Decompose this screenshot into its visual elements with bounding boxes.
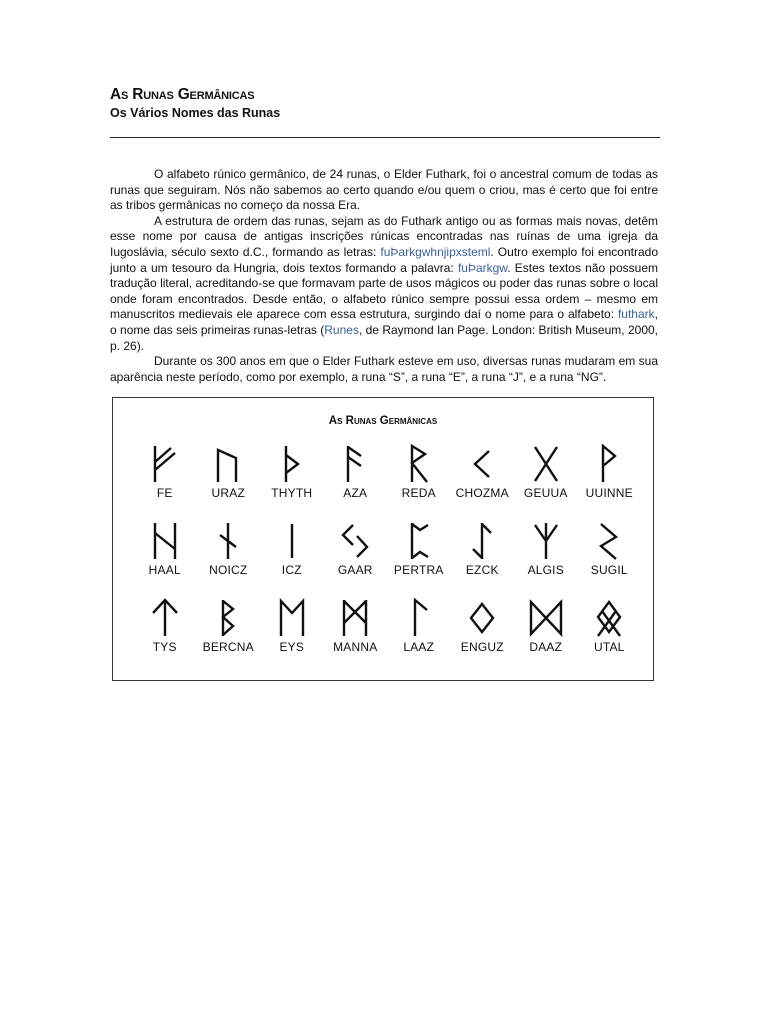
rune-cell (451, 444, 515, 500)
rune-cell (133, 598, 197, 654)
inline-link[interactable]: futhark (617, 307, 655, 322)
rune-cell (578, 521, 642, 577)
body-text (110, 167, 658, 385)
rune-name: GAAR (337, 563, 373, 577)
rune-cell (387, 598, 451, 654)
rune-cell (197, 598, 261, 654)
rune-cell (197, 521, 261, 577)
rune-name: ENGUZ (460, 640, 504, 654)
rune-cell (578, 598, 642, 654)
paragraph (110, 214, 658, 354)
dagaz-rune-icon (526, 598, 566, 638)
page-title: As Runas Germânicas (110, 86, 255, 103)
laguz-rune-icon (399, 598, 439, 638)
rune-name: MANNA (333, 640, 378, 654)
rune-cell (514, 521, 578, 577)
paragraph-text: , o nome das seis primeiras runas-letras ( (110, 307, 658, 337)
rune-cell (451, 521, 515, 577)
rune-cell (514, 444, 578, 500)
rune-cell (578, 444, 642, 500)
algiz-rune-icon (526, 521, 566, 561)
rune-cell (133, 521, 197, 577)
inline-link[interactable]: Runes (324, 322, 359, 337)
mannaz-rune-icon (335, 598, 375, 638)
rune-name: BERCNA (202, 640, 254, 654)
rune-name: THYTH (271, 486, 313, 500)
rune-name: CHOZMA (455, 486, 509, 500)
kenaz-rune-icon (462, 444, 502, 484)
rune-name: AZA (343, 486, 368, 500)
rune-name: PERTRA (393, 563, 444, 577)
ehwaz-rune-icon (272, 598, 312, 638)
rune-row (133, 444, 641, 500)
paragraph-text: Durante os 300 anos em que o Elder Futhark esteve em uso, diversas runas mudaram em sua aparência neste período, como por exemplo, a runa “S”, a runa “E”, a runa “J”, e a runa “NG”. (110, 354, 658, 384)
inline-link[interactable]: fuÞarkgw (457, 260, 508, 275)
rune-cell (324, 521, 388, 577)
rune-cell (260, 521, 324, 577)
fehu-rune-icon (145, 444, 185, 484)
berkano-rune-icon (208, 598, 248, 638)
rune-name: NOICZ (209, 563, 248, 577)
rune-cell (387, 521, 451, 577)
header-divider (110, 137, 660, 138)
tiwaz-rune-icon (145, 598, 185, 638)
inline-link[interactable]: fuÞarkgwhnjipxsteml (380, 244, 491, 259)
rune-name: SUGIL (590, 563, 628, 577)
uruz-rune-icon (208, 444, 248, 484)
ingwaz-rune-icon (462, 598, 502, 638)
rune-name: GEUUA (523, 486, 568, 500)
rune-cell (324, 444, 388, 500)
rune-cell (197, 444, 261, 500)
rune-name: ICZ (281, 563, 302, 577)
eihwaz-rune-icon (462, 521, 502, 561)
paragraph-text: O alfabeto rúnico germânico, de 24 runas, o Elder Futhark, foi o ancestral comum de todas as runas que seguiram. Nós não sabemos ao certo quando e/ou quem o criou, mas é certo que foi entre as tribos germânicas no começo da nossa Era. (110, 167, 658, 213)
gebo-rune-icon (526, 444, 566, 484)
rune-name: ALGIS (527, 563, 564, 577)
thurisaz-rune-icon (272, 444, 312, 484)
rune-name: REDA (401, 486, 436, 500)
paragraph (110, 354, 658, 385)
paragraph (110, 167, 658, 214)
rune-cell (324, 598, 388, 654)
rune-cell (387, 444, 451, 500)
ansuz-rune-icon (335, 444, 375, 484)
rune-cell (133, 444, 197, 500)
rune-name: FE (156, 486, 173, 500)
rune-row (133, 521, 641, 577)
rune-table (112, 397, 654, 681)
rune-cell (514, 598, 578, 654)
jera-rune-icon (335, 521, 375, 561)
paragraph-text: A estrutura de ordem das runas, sejam as do Futhark antigo ou as formas mais novas, detêm esse nome por causa de antigas inscrições rúnicas encontradas nas ruínas de uma igreja da Iugoslávia, século sexto d.C., formando as letras: (110, 213, 658, 259)
naudiz-rune-icon (208, 521, 248, 561)
paragraph-text: , de Raymond Ian Page. London: British Museum, 2000, p. 26). (110, 322, 658, 353)
hagalaz-rune-icon (145, 521, 185, 561)
sowilo-rune-icon (589, 521, 629, 561)
rune-name: HAAL (148, 563, 181, 577)
rune-table-title: As Runas Germânicas (328, 415, 438, 427)
rune-name: DAAZ (529, 640, 563, 654)
page-subtitle: Os Vários Nomes das Runas (110, 106, 281, 120)
rune-name: LAAZ (403, 640, 435, 654)
rune-cell (260, 444, 324, 500)
paragraph-text: . Estes textos não possuem tradução literal, acreditando-se que formavam parte de usos mágicos ou poder das runas sobre o local onde foram encontrados. Desde então, o alfabeto rúnico sempre possui essa ordem – mesmo em manuscritos medievais ele aparece com essa estrutura, surgindo daí o nome para o alfabeto: (110, 260, 659, 322)
rune-name: UUINNE (585, 486, 633, 500)
rune-cell (451, 598, 515, 654)
rune-row (133, 598, 641, 654)
wunjo-rune-icon (589, 444, 629, 484)
rune-name: URAZ (211, 486, 245, 500)
rune-cell (260, 598, 324, 654)
rune-name: EZCK (465, 563, 499, 577)
rune-name: EYS (279, 640, 305, 654)
raidho-rune-icon (399, 444, 439, 484)
paragraph-text: . Outro exemplo foi encontrado junto a um tesouro da Hungria, dois textos formando a palavra: (110, 244, 659, 275)
rune-name: TYS (152, 640, 177, 654)
isa-rune-icon (272, 521, 312, 561)
rune-name: UTAL (593, 640, 625, 654)
perthro-rune-icon (399, 521, 439, 561)
othala-rune-icon (589, 598, 629, 638)
